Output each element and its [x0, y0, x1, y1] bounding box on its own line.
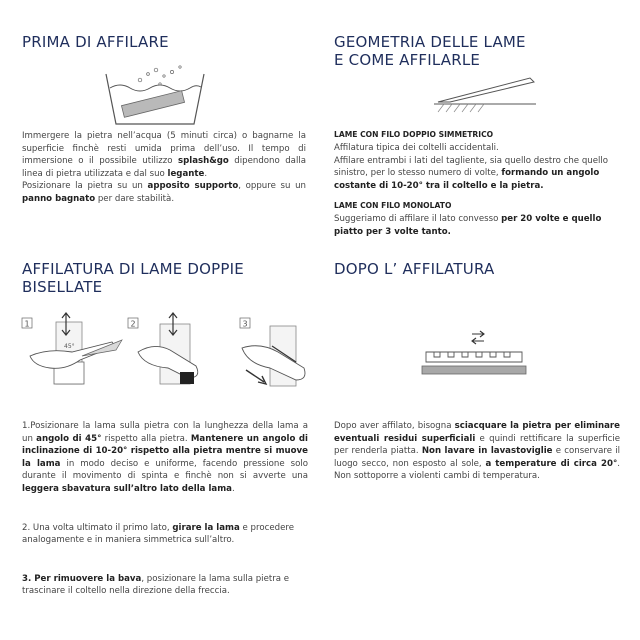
section-title: AFFILATURA DI LAME DOPPIE BISELLATE — [22, 260, 244, 296]
prima-paragraph-1: Immergere la pietra nell’acqua (5 minuti circa) o bagnarne la superficie finchè resti umida prima dell’uso. Il tempo di immersione o il possibile utilizzo splash&go dipendono dalla linea di pietra utilizzata e dal suo legante. — [22, 131, 306, 179]
subheading-doppio: LAME CON FILO DOPPIO SIMMETRICO — [334, 130, 494, 139]
blade-edge-illustration — [430, 68, 540, 116]
prima-paragraph-2: Posizionare la pietra su un apposito supporto, oppure su un panno bagnato per dare stabilità. — [22, 181, 306, 204]
step-number: 1 — [24, 319, 30, 329]
prima-text — [22, 130, 306, 206]
instruction-3: 3. Per rimuovere la bava, posizionare la lama sulla pietra e trascinare il coltello nella direzione della freccia. — [22, 573, 290, 597]
angle-label: 45° — [64, 343, 75, 350]
geometria-text — [334, 130, 620, 239]
section-title: GEOMETRIA DELLE LAME E COME AFFILARLE — [334, 33, 526, 69]
doppio-paragraph: Affilare entrambi i lati del tagliente, sia quello destro che quello sinistro, per lo stesso numero di volte, formando un angolo costante di 10-20° tra il coltello e la pietra. — [334, 155, 609, 191]
flattening-illustration — [420, 326, 530, 378]
section-title: DOPO L’ AFFILATURA — [334, 260, 495, 278]
section-dopo — [334, 260, 624, 278]
dopo-paragraph: Dopo aver affilato, bisogna sciacquare la pietra per eliminare eventuali residui superficiali e quindi rettificare la superficie per renderla piatta. Non lavare in lavastoviglie e conservare il luogo secco, non esposto al sole, a temperature di circa 20°. Non sottoporre a violenti cambi di temperatura. — [334, 421, 621, 482]
step-3 — [240, 318, 305, 386]
affilatura-text — [22, 420, 308, 598]
step-number: 3 — [242, 319, 248, 329]
step-1 — [22, 313, 122, 384]
instruction-2: 2. Una volta ultimato il primo lato, girare la lama e procedere analogamente e in maniera simmetrica sull’altro. — [22, 522, 294, 546]
dopo-text — [334, 420, 620, 483]
sharpening-steps-illustration — [20, 312, 320, 396]
subheading-monolato: LAME CON FILO MONOLATO — [334, 201, 452, 211]
step-2 — [128, 313, 198, 384]
section-prima — [22, 33, 302, 51]
stone-in-water-illustration — [100, 62, 210, 132]
section-geometria — [334, 33, 624, 69]
monolato-paragraph: Suggeriamo di affilare il lato convesso per 20 volte e quello piatto per 3 volte tanto. — [334, 214, 602, 237]
instruction-1: 1.Posizionare la lama sulla pietra con la lunghezza della lama a un angolo di 45° rispetto alla pietra. Mantenere un angolo di inclinazione di 10-20° rispetto alla pietra mentre si muove la lama in modo deciso e uniforme, facendo pressione solo durante il movimento di spinta e finchè non si avverte una leggera sbavatura sull’altro lato della lama. — [22, 421, 308, 494]
doppio-line-1: Affilatura tipica dei coltelli accidentali. — [334, 143, 499, 153]
section-affilatura — [22, 260, 312, 296]
section-title: PRIMA DI AFFILARE — [22, 33, 169, 51]
step-number: 2 — [130, 319, 136, 329]
